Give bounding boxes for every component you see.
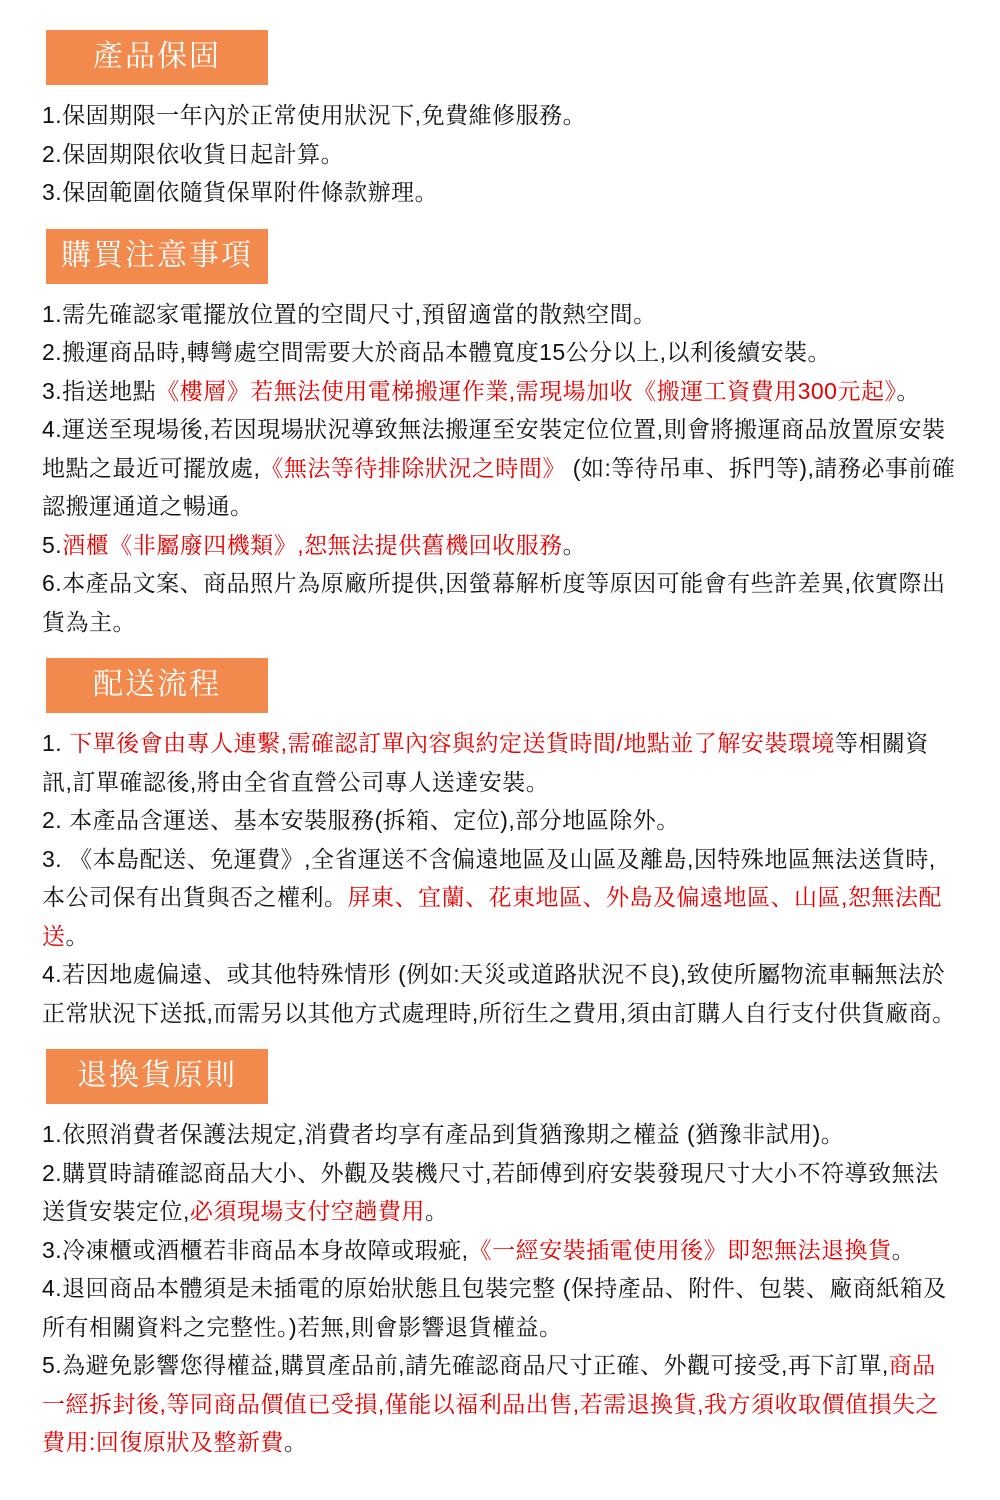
- body-text: 3.保固範圍依隨貨保單附件條款辦理。: [42, 179, 439, 205]
- highlighted-text: 下單後會由專人連繫,需確認訂單內容與約定送貨時間/地點並了解安裝環境: [69, 730, 835, 756]
- body-text: 1.保固期限一年內於正常使用狀況下,免費維修服務。: [42, 102, 587, 128]
- policy-item: [42, 96, 958, 135]
- section-title-badge: 配送流程: [46, 658, 268, 713]
- body-text: 等相關資訊,訂單確認後,將由全省直營公司專人送達安裝。: [42, 730, 929, 795]
- highlighted-text: 酒櫃《非屬廢四機類》,恕無法提供舊機回收服務: [62, 531, 563, 558]
- policy-item: [42, 173, 958, 212]
- body-text: 。: [283, 1429, 308, 1455]
- highlighted-text: 《樓層》若無法使用電梯搬運作業,需現場加收《搬運工資費用300元起》: [156, 377, 897, 404]
- body-text: 。: [424, 1198, 449, 1224]
- body-text: 1.需先確認家電擺放位置的空間尺寸,預留適當的散熱空間。: [42, 300, 657, 327]
- policy-item: [42, 724, 958, 801]
- section-title-badge: 產品保固: [46, 30, 268, 85]
- body-text: 2.保固期限依收貨日起計算。: [42, 140, 345, 167]
- policy-item: [42, 1231, 958, 1270]
- policy-item: [42, 955, 958, 1032]
- body-text: 。: [891, 1236, 916, 1263]
- body-text: 1.: [42, 730, 70, 756]
- policy-item: [42, 333, 958, 372]
- policy-item: [42, 801, 958, 840]
- policy-item: [42, 295, 958, 334]
- highlighted-text: 必須現場支付空趟費用: [189, 1198, 425, 1224]
- section-title-badge: 退換貨原則: [46, 1049, 268, 1104]
- body-text: 3.冷凍櫃或酒櫃若非商品本身故障或瑕疵,: [42, 1236, 469, 1263]
- body-text: 2. 本產品含運送、基本安裝服務(拆箱、定位),部分地區除外。: [42, 807, 680, 833]
- body-text: (如:等待吊車、拆門等),請務必事前確認搬運通道之暢通。: [42, 454, 956, 519]
- body-text: 4.若因地處偏遠、或其他特殊情形 (例如:天災或道路狀況不良),致使所屬物流車輛無法於正常狀況下送抵,而需另以其他方式處理時,所衍生之費用,須由訂購人自行支付供貨廠商。: [42, 961, 956, 1026]
- policy-item: [42, 526, 958, 565]
- body-text: 1.依照消費者保護法規定,消費者均享有產品到貨猶豫期之權益 (猶豫非試用)。: [42, 1121, 845, 1147]
- policy-item: [42, 410, 958, 526]
- section-title-badge: 購買注意事項: [46, 229, 268, 284]
- body-text: 3.指送地點: [42, 377, 157, 404]
- policy-item: [42, 135, 958, 174]
- body-text: 2.購買時請確認商品大小、外觀及裝機尺寸,若師傅到府安裝發現尺寸大小不符導致無法送貨安裝定位,: [42, 1159, 939, 1224]
- highlighted-text: 屏東、宜蘭、花東地區、外島及偏遠地區、山區,恕無法配送: [42, 884, 942, 949]
- policy-item: [42, 840, 958, 956]
- highlighted-text: 《一經安裝插電使用後》即恕無法退換貨: [468, 1236, 892, 1263]
- body-text: 5.為避免影響您得權益,購買產品前,請先確認商品尺寸正確、外觀可接受,再下訂單,: [42, 1352, 889, 1378]
- body-text: 4.退回商品本體須是未插電的原始狀態且包裝完整 (保持產品、附件、包裝、廠商紙箱及所有相關資料之完整性。)若無,則會影響退貨權益。: [42, 1275, 947, 1340]
- body-text: 。: [65, 922, 89, 949]
- body-text: 3. 《本島配送、免運費》,全省運送不含偏遠地區及山區及離島,因特殊地區無法送貨時,本公司保有出貨與否之權利。: [42, 845, 936, 910]
- body-text: 。: [896, 377, 920, 404]
- body-text: 2.搬運商品時,轉彎處空間需要大於商品本體寬度15公分以上,以利後續安裝。: [42, 339, 832, 365]
- policy-item: [42, 1269, 958, 1346]
- body-text: 5.: [42, 531, 63, 558]
- policy-item: [42, 372, 958, 411]
- body-text: 4.運送至現場後,若因現場狀況導致無法搬運至安裝定位位置,則會將搬運商品放置原安裝地點之最近可擺放處,: [42, 416, 946, 481]
- policy-item: [42, 1115, 958, 1154]
- highlighted-text: 《無法等待排除狀況之時間》: [260, 454, 566, 481]
- policy-item: [42, 1346, 958, 1462]
- policy-item: [42, 1154, 958, 1231]
- highlighted-text: 商品一經拆封後,等同商品價值已受損,僅能以福利品出售,若需退換貨,我方須收取價值損失之費用:回復原狀及整新費: [42, 1352, 940, 1455]
- body-text: 6.本產品文案、商品照片為原廠所提供,因螢幕解析度等原因可能會有些許差異,依實際出貨為主。: [42, 570, 946, 635]
- policy-item: [42, 564, 958, 641]
- body-text: 。: [562, 531, 587, 558]
